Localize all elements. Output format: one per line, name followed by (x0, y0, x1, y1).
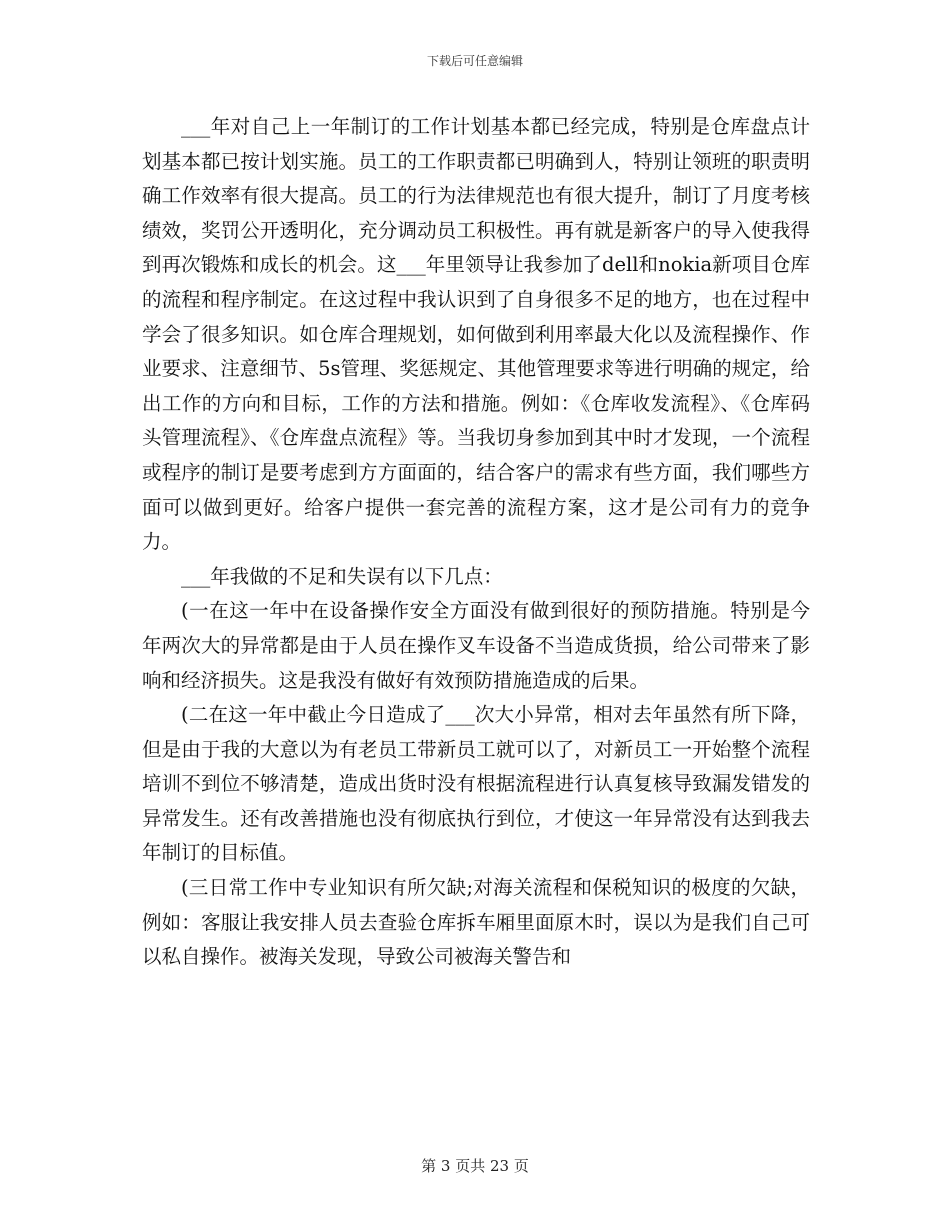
page-header: 下载后可任意编辑 (426, 54, 523, 68)
paragraph: (二在这一年中截止今日造成了___次大小异常，相对去年虽然有所下降，但是由于我的大意以为有老员工带新员工就可以了，对新员工一开始整个流程培训不到位不够清楚，造成出货时没有根据流程进行认真复核导致漏发错发的异常发生。还有改善措施也没有彻底执行到位，才使这一年异常没有达到我去年制订的目标值。 (142, 703, 810, 865)
page-footer: 第 3 页共 23 页 (421, 1157, 529, 1175)
paragraph: (一在这一年中在设备操作安全方面没有做到很好的预防措施。特别是今年两次大的异常都是由于人员在操作叉车设备不当造成货损，给公司带来了影响和经济损失。这是我没有做好有效预防措施造成的后果。 (142, 599, 810, 692)
document-body (142, 110, 810, 975)
paragraph: ___年对自己上一年制订的工作计划基本都已经完成，特别是仓库盘点计划基本都已按计划实施。员工的工作职责都已明确到人，特别让领班的职责明确工作效率有很大提高。员工的行为法律规范也有很大提升，制订了月度考核绩效，奖罚公开透明化，充分调动员工积极性。再有就是新客户的导入使我得到再次锻炼和成长的机会。这___年里领导让我参加了dell和nokia新项目仓库的流程和程序制定。在这过程中我认识到了自身很多不足的地方，也在过程中学会了很多知识。如仓库合理规划，如何做到利用率最大化以及流程操作、作业要求、注意细节、5s管理、奖惩规定、其他管理要求等进行明确的规定，给出工作的方向和目标，工作的方法和措施。例如：《仓库收发流程》、《仓库码头管理流程》、《仓库盘点流程》等。当我切身参加到其中时才发现，一个流程或程序的制订是要考虑到方方面面的，结合客户的需求有些方面，我们哪些方面可以做到更好。给客户提供一套完善的流程方案，这才是公司有力的竞争力。 (142, 115, 810, 554)
paragraph: (三日常工作中专业知识有所欠缺;对海关流程和保税知识的极度的欠缺，例如：客服让我安排人员去查验仓库拆车厢里面原木时，误以为是我们自己可以私自操作。被海关发现，导致公司被海关警告和 (142, 876, 810, 969)
paragraph: ___年我做的不足和失误有以下几点： (181, 564, 503, 588)
